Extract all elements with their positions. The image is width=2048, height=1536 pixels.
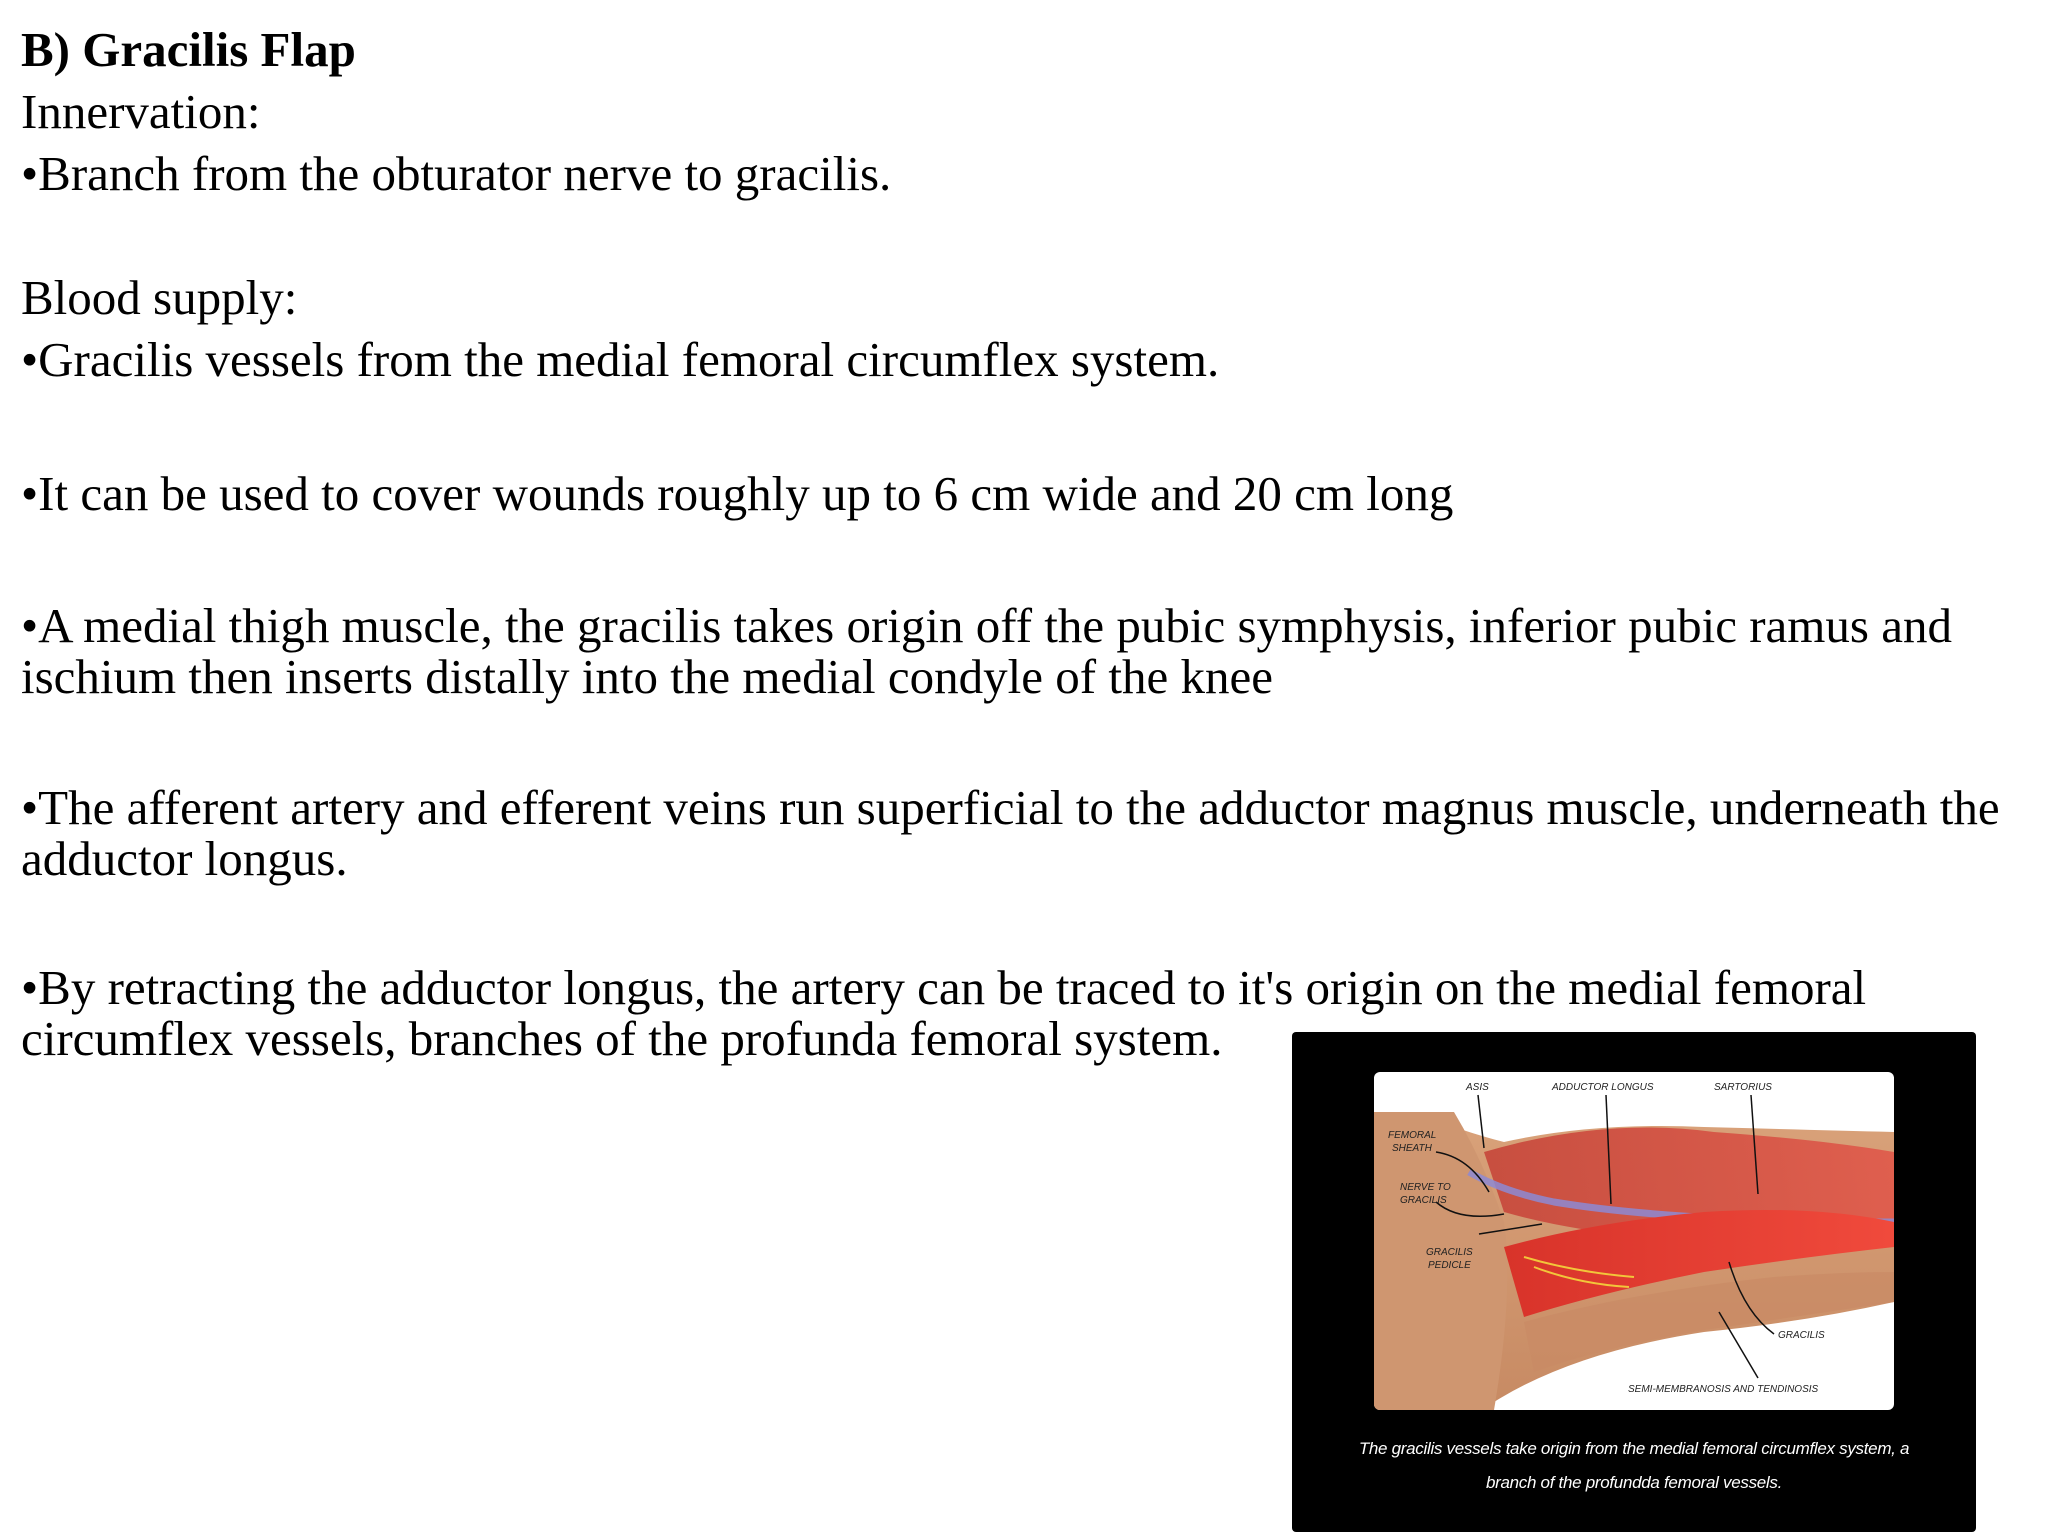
wound-size-bullet: •It can be used to cover wounds roughly up to 6 cm wide and 20 cm long <box>21 466 1454 521</box>
figure-caption <box>1312 1432 1956 1500</box>
caption-line-1: The gracilis vessels take origin from the medial femoral circumflex system, a <box>1358 1439 1910 1458</box>
thigh-anatomy-drawing <box>1374 1072 1894 1410</box>
label-gracilis: GRACILIS <box>1778 1330 1825 1341</box>
muscle-origin-bullet: •A medial thigh muscle, the gracilis takes origin off the pubic symphysis, inferior pubic ramus and ischium then inserts distally into the medial condyle of the knee <box>21 598 1952 704</box>
label-adductor-longus: ADDUCTOR LONGUS <box>1552 1082 1654 1093</box>
label-femoral-sheath-line1: FEMORAL <box>1388 1130 1437 1141</box>
label-semi-membranosis: SEMI-MEMBRANOSIS AND TENDINOSIS <box>1628 1384 1819 1395</box>
slide-title: B) Gracilis Flap <box>21 22 356 77</box>
label-gracilis-pedicle-line1: GRACILIS <box>1426 1247 1473 1258</box>
label-asis: ASIS <box>1466 1082 1489 1093</box>
anatomy-figure <box>1292 1032 1976 1532</box>
retraction-bullet: •By retracting the adductor longus, the artery can be traced to it's origin on the medial femoral circumflex vessels, branches of the profunda femoral system. <box>21 960 1867 1066</box>
label-femoral-sheath-line2: SHEATH <box>1392 1143 1432 1154</box>
blood-supply-label: Blood supply: <box>21 270 298 325</box>
innervation-label: Innervation: <box>21 84 261 139</box>
blood-supply-bullet: •Gracilis vessels from the medial femoral circumflex system. <box>21 332 1220 387</box>
caption-line-2: branch of the profundda femoral vessels. <box>1485 1473 1783 1492</box>
artery-course-bullet: •The afferent artery and efferent veins run superficial to the adductor magnus muscle, underneath the adductor longus. <box>21 780 2000 886</box>
innervation-bullet: •Branch from the obturator nerve to gracilis. <box>21 146 892 201</box>
label-sartorius: SARTORIUS <box>1714 1082 1772 1093</box>
label-nerve-to-gracilis-line2: GRACILIS <box>1400 1195 1447 1206</box>
label-gracilis-pedicle-line2: PEDICLE <box>1428 1260 1471 1271</box>
thigh-illustration <box>1374 1072 1894 1410</box>
label-nerve-to-gracilis-line1: NERVE TO <box>1400 1182 1451 1193</box>
